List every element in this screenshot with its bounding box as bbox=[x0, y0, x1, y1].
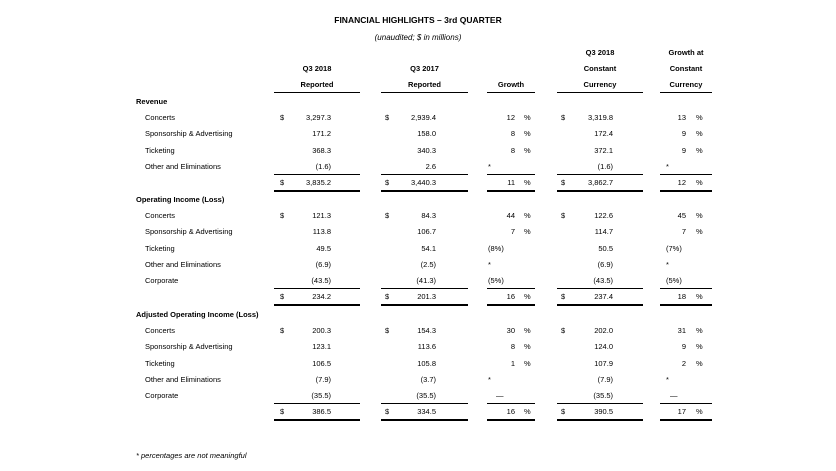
constant-currency-value: (35.5) bbox=[593, 391, 613, 400]
total-double-rule bbox=[557, 304, 643, 306]
subtotal-rule bbox=[381, 288, 468, 289]
q3-2017-value: (3.7) bbox=[420, 375, 436, 384]
growth-value: 8 bbox=[510, 342, 515, 351]
growth-value: (8%) bbox=[488, 244, 504, 253]
q3-2018-value: (6.9) bbox=[315, 260, 331, 269]
constant-currency-value: (6.9) bbox=[597, 260, 613, 269]
constant-currency-value: (43.5) bbox=[593, 276, 613, 285]
header-underline bbox=[557, 92, 643, 93]
dollar-sign: $ bbox=[385, 326, 390, 335]
q3-2018-value: 121.3 bbox=[312, 211, 331, 220]
row-label: Other and Eliminations bbox=[145, 260, 221, 269]
q3-2017-value: 334.5 bbox=[417, 407, 436, 416]
header-q3-2017-line1: Q3 2017 bbox=[410, 64, 439, 73]
q3-2017-value: (35.5) bbox=[416, 391, 436, 400]
row-label: Corporate bbox=[145, 391, 179, 400]
growth-value: 30 bbox=[506, 326, 515, 335]
dollar-sign: $ bbox=[561, 326, 566, 335]
dollar-sign: $ bbox=[385, 113, 390, 122]
growth-constant-value: 2 bbox=[681, 359, 686, 368]
q3-2017-value: 3,440.3 bbox=[410, 178, 436, 187]
growth-constant-value: * bbox=[666, 375, 669, 384]
total-double-rule bbox=[660, 419, 712, 421]
percent-sign: % bbox=[696, 326, 703, 335]
dollar-sign: $ bbox=[280, 326, 285, 335]
dollar-sign: $ bbox=[280, 292, 285, 301]
percent-sign: % bbox=[696, 146, 703, 155]
row-label: Sponsorship & Advertising bbox=[145, 342, 233, 351]
header-underline bbox=[381, 92, 468, 93]
header-constant-currency-line3: Currency bbox=[583, 80, 617, 89]
dollar-sign: $ bbox=[561, 292, 566, 301]
header-growth-constant-line3: Currency bbox=[669, 80, 703, 89]
dollar-sign: $ bbox=[385, 292, 390, 301]
subtotal-rule bbox=[274, 174, 360, 175]
dollar-sign: $ bbox=[561, 407, 566, 416]
q3-2017-value: 84.3 bbox=[421, 211, 436, 220]
total-double-rule bbox=[660, 304, 712, 306]
growth-value: 16 bbox=[506, 407, 515, 416]
total-double-rule bbox=[381, 190, 468, 192]
percent-sign: % bbox=[524, 326, 531, 335]
constant-currency-value: 390.5 bbox=[594, 407, 613, 416]
q3-2017-value: 158.0 bbox=[417, 129, 436, 138]
total-double-rule bbox=[487, 190, 535, 192]
row-label: Concerts bbox=[145, 326, 176, 335]
percent-sign: % bbox=[524, 227, 531, 236]
subtotal-rule bbox=[660, 174, 712, 175]
total-double-rule bbox=[557, 419, 643, 421]
q3-2018-value: (1.6) bbox=[315, 162, 331, 171]
growth-constant-value: 45 bbox=[677, 211, 686, 220]
growth-constant-value: * bbox=[666, 260, 669, 269]
growth-constant-value: (7%) bbox=[666, 244, 682, 253]
dollar-sign: $ bbox=[561, 113, 566, 122]
growth-value: 44 bbox=[506, 211, 515, 220]
q3-2017-value: (2.5) bbox=[420, 260, 436, 269]
percent-sign: % bbox=[696, 227, 703, 236]
subtotal-rule bbox=[557, 403, 643, 404]
header-growth-constant-line2: Constant bbox=[669, 64, 703, 73]
growth-value: 12 bbox=[506, 113, 515, 122]
header-underline bbox=[487, 92, 535, 93]
q3-2018-value: 3,297.3 bbox=[305, 113, 331, 122]
constant-currency-value: 124.0 bbox=[594, 342, 613, 351]
growth-value: 11 bbox=[507, 178, 515, 187]
subtotal-rule bbox=[557, 288, 643, 289]
q3-2017-value: 105.8 bbox=[417, 359, 436, 368]
percent-sign: % bbox=[524, 211, 531, 220]
growth-constant-value: 12 bbox=[677, 178, 686, 187]
row-label: Corporate bbox=[145, 276, 179, 285]
percent-sign: % bbox=[696, 129, 703, 138]
q3-2018-value: (7.9) bbox=[315, 375, 331, 384]
dollar-sign: $ bbox=[280, 407, 285, 416]
growth-value: * bbox=[488, 260, 491, 269]
total-double-rule bbox=[487, 304, 535, 306]
percent-sign: % bbox=[524, 359, 531, 368]
percent-sign: % bbox=[524, 129, 531, 138]
section-title: Revenue bbox=[136, 97, 168, 106]
growth-constant-value: 9 bbox=[681, 342, 686, 351]
footnote: * percentages are not meaningful bbox=[136, 451, 247, 460]
constant-currency-value: 107.9 bbox=[594, 359, 613, 368]
growth-value: 8 bbox=[510, 129, 515, 138]
percent-sign: % bbox=[524, 146, 531, 155]
subtotal-rule bbox=[557, 174, 643, 175]
row-label: Sponsorship & Advertising bbox=[145, 129, 233, 138]
total-double-rule bbox=[381, 304, 468, 306]
constant-currency-value: 50.5 bbox=[598, 244, 613, 253]
dollar-sign: $ bbox=[280, 211, 285, 220]
total-double-rule bbox=[274, 190, 360, 192]
subtotal-rule bbox=[487, 288, 535, 289]
header-constant-currency-line2: Constant bbox=[583, 64, 617, 73]
constant-currency-value: 114.7 bbox=[594, 227, 613, 236]
growth-value: * bbox=[488, 162, 491, 171]
dollar-sign: $ bbox=[385, 407, 390, 416]
row-label: Ticketing bbox=[145, 146, 175, 155]
q3-2018-value: 113.8 bbox=[312, 227, 331, 236]
percent-sign: % bbox=[696, 342, 703, 351]
growth-value: (5%) bbox=[488, 276, 504, 285]
percent-sign: % bbox=[524, 292, 531, 301]
constant-currency-value: 202.0 bbox=[594, 326, 613, 335]
row-label: Sponsorship & Advertising bbox=[145, 227, 233, 236]
percent-sign: % bbox=[696, 359, 703, 368]
percent-sign: % bbox=[696, 211, 703, 220]
percent-sign: % bbox=[696, 407, 703, 416]
growth-value: 7 bbox=[510, 227, 515, 236]
header-underline bbox=[274, 92, 360, 93]
dollar-sign: $ bbox=[385, 211, 390, 220]
q3-2018-value: 234.2 bbox=[312, 292, 331, 301]
report-title: FINANCIAL HIGHLIGHTS – 3rd QUARTER bbox=[334, 15, 502, 25]
subtotal-rule bbox=[381, 174, 468, 175]
growth-constant-value: 9 bbox=[681, 146, 686, 155]
subtotal-rule bbox=[487, 174, 535, 175]
constant-currency-value: 3,319.8 bbox=[587, 113, 613, 122]
growth-value: — bbox=[496, 391, 504, 400]
dollar-sign: $ bbox=[280, 113, 285, 122]
section-title: Adjusted Operating Income (Loss) bbox=[136, 310, 259, 319]
q3-2017-value: 113.6 bbox=[417, 342, 436, 351]
dollar-sign: $ bbox=[280, 178, 285, 187]
subtotal-rule bbox=[487, 403, 535, 404]
growth-constant-value: 17 bbox=[677, 407, 686, 416]
dollar-sign: $ bbox=[385, 178, 390, 187]
q3-2018-value: 200.3 bbox=[312, 326, 331, 335]
subtotal-rule bbox=[660, 403, 712, 404]
q3-2018-value: 123.1 bbox=[312, 342, 331, 351]
q3-2017-value: 201.3 bbox=[417, 292, 436, 301]
dollar-sign: $ bbox=[561, 178, 566, 187]
q3-2018-value: 368.3 bbox=[312, 146, 331, 155]
constant-currency-value: 3,862.7 bbox=[587, 178, 613, 187]
subtotal-rule bbox=[274, 403, 360, 404]
growth-constant-value: — bbox=[670, 391, 678, 400]
total-double-rule bbox=[557, 190, 643, 192]
growth-constant-value: 18 bbox=[677, 292, 686, 301]
q3-2017-value: (41.3) bbox=[416, 276, 436, 285]
subtotal-rule bbox=[381, 403, 468, 404]
q3-2017-value: 340.3 bbox=[417, 146, 436, 155]
percent-sign: % bbox=[696, 292, 703, 301]
total-double-rule bbox=[381, 419, 468, 421]
growth-value: 16 bbox=[506, 292, 515, 301]
header-growth-constant-line1: Growth at bbox=[668, 48, 704, 57]
growth-constant-value: 9 bbox=[681, 129, 686, 138]
constant-currency-value: 372.1 bbox=[594, 146, 613, 155]
q3-2017-value: 154.3 bbox=[417, 326, 436, 335]
growth-value: 8 bbox=[510, 146, 515, 155]
row-label: Concerts bbox=[145, 211, 176, 220]
q3-2017-value: 2,939.4 bbox=[410, 113, 436, 122]
total-double-rule bbox=[487, 419, 535, 421]
percent-sign: % bbox=[696, 113, 703, 122]
header-q3-2018-line1: Q3 2018 bbox=[302, 64, 332, 73]
constant-currency-value: (1.6) bbox=[597, 162, 613, 171]
q3-2018-value: 49.5 bbox=[316, 244, 331, 253]
row-label: Other and Eliminations bbox=[145, 375, 221, 384]
subtotal-rule bbox=[274, 288, 360, 289]
section-title: Operating Income (Loss) bbox=[136, 195, 225, 204]
growth-constant-value: 31 bbox=[677, 326, 686, 335]
q3-2018-value: 386.5 bbox=[312, 407, 331, 416]
q3-2018-value: (43.5) bbox=[311, 276, 331, 285]
constant-currency-value: 237.4 bbox=[594, 292, 613, 301]
header-constant-currency-line1: Q3 2018 bbox=[585, 48, 615, 57]
growth-constant-value: 13 bbox=[677, 113, 686, 122]
percent-sign: % bbox=[524, 407, 531, 416]
percent-sign: % bbox=[524, 342, 531, 351]
constant-currency-value: (7.9) bbox=[597, 375, 613, 384]
total-double-rule bbox=[274, 304, 360, 306]
total-double-rule bbox=[274, 419, 360, 421]
report-subtitle: (unaudited; $ in millions) bbox=[374, 33, 462, 42]
growth-constant-value: (5%) bbox=[666, 276, 682, 285]
total-double-rule bbox=[660, 190, 712, 192]
header-underline bbox=[660, 92, 712, 93]
constant-currency-value: 172.4 bbox=[594, 129, 613, 138]
row-label: Ticketing bbox=[145, 359, 175, 368]
growth-constant-value: 7 bbox=[681, 227, 686, 236]
q3-2017-value: 54.1 bbox=[421, 244, 436, 253]
q3-2018-value: 106.5 bbox=[312, 359, 331, 368]
constant-currency-value: 122.6 bbox=[594, 211, 613, 220]
growth-constant-value: * bbox=[666, 162, 669, 171]
q3-2018-value: (35.5) bbox=[311, 391, 331, 400]
growth-value: 1 bbox=[510, 359, 515, 368]
row-label: Ticketing bbox=[145, 244, 175, 253]
growth-value: * bbox=[488, 375, 491, 384]
row-label: Concerts bbox=[145, 113, 176, 122]
q3-2017-value: 2.6 bbox=[425, 162, 436, 171]
q3-2018-value: 171.2 bbox=[312, 129, 331, 138]
q3-2018-value: 3,835.2 bbox=[305, 178, 331, 187]
percent-sign: % bbox=[524, 178, 531, 187]
header-q3-2018-line2: Reported bbox=[300, 80, 334, 89]
percent-sign: % bbox=[696, 178, 703, 187]
percent-sign: % bbox=[524, 113, 531, 122]
header-q3-2017-line2: Reported bbox=[408, 80, 441, 89]
subtotal-rule bbox=[660, 288, 712, 289]
dollar-sign: $ bbox=[561, 211, 566, 220]
row-label: Other and Eliminations bbox=[145, 162, 221, 171]
q3-2017-value: 106.7 bbox=[417, 227, 436, 236]
header-growth: Growth bbox=[497, 80, 525, 89]
